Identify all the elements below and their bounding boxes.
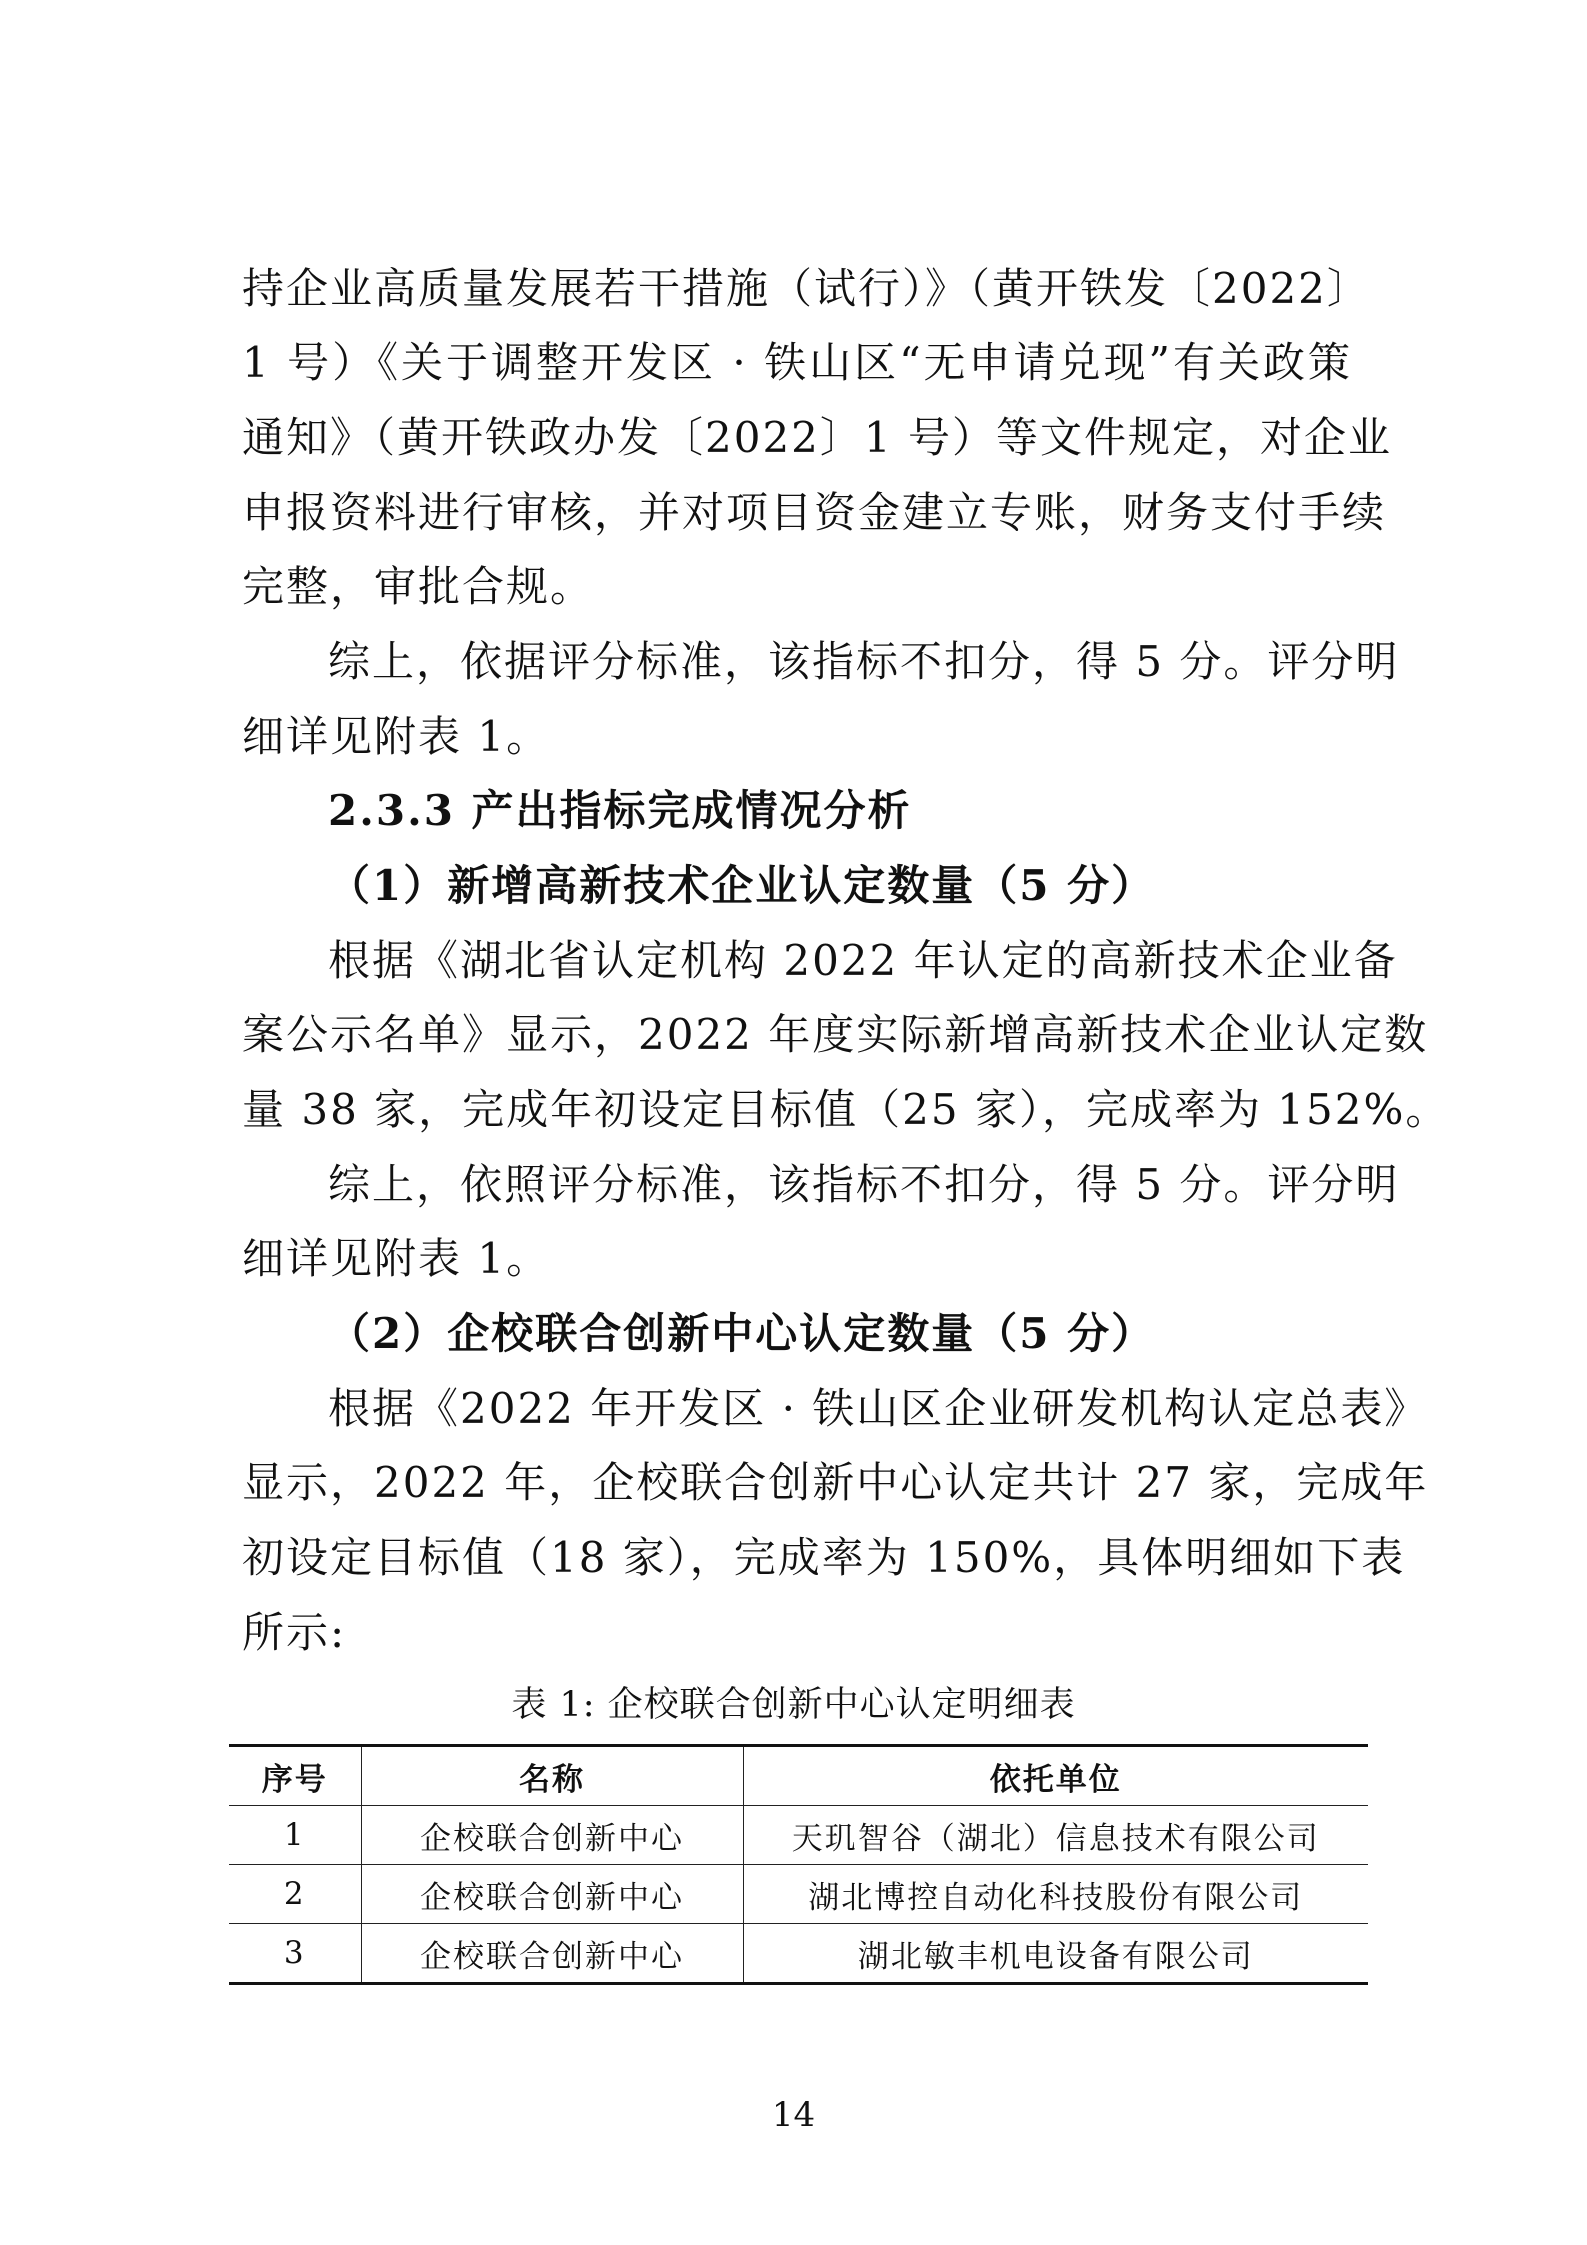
body-text-line: 初设定目标值（18 家），完成率为 150%，具体明细如下表	[242, 1533, 1406, 1582]
body-text-line: 根据《2022 年开发区 · 铁山区企业研发机构认定总表》	[328, 1384, 1429, 1433]
table-row	[229, 1924, 1368, 1984]
subsection-heading: （2）企校联合创新中心认定数量（5 分）	[328, 1309, 1156, 1358]
body-text-line: 通知》（黄开铁政办发〔2022〕1 号）等文件规定，对企业	[242, 413, 1392, 462]
body-text-line: 1 号）《关于调整开发区 · 铁山区“无申请兑现”有关政策	[242, 338, 1352, 387]
body-text-line: 细详见附表 1。	[242, 1234, 551, 1283]
body-text-line: 细详见附表 1。	[242, 712, 551, 761]
body-text-line: 持企业高质量发展若干措施（试行）》（黄开铁发〔2022〕	[242, 264, 1371, 313]
cell-unit: 湖北博控自动化科技股份有限公司	[743, 1865, 1368, 1924]
body-text-line: 综上，依照评分标准，该指标不扣分，得 5 分。评分明	[328, 1160, 1400, 1209]
table-row	[229, 1806, 1368, 1865]
column-header-index: 序号	[229, 1746, 361, 1806]
cell-index: 3	[229, 1924, 361, 1984]
table-caption: 表 1: 企校联合创新中心认定明细表	[511, 1685, 1076, 1725]
body-text-line: 申报资料进行审核，并对项目资金建立专账，财务支付手续	[242, 488, 1387, 537]
body-text-line: 量 38 家，完成年初设定目标值（25 家），完成率为 152%。	[242, 1085, 1450, 1134]
cell-unit: 湖北敏丰机电设备有限公司	[743, 1924, 1368, 1984]
body-text-line: 综上，依据评分标准，该指标不扣分，得 5 分。评分明	[328, 637, 1400, 686]
body-text-line: 根据《湖北省认定机构 2022 年认定的高新技术企业备	[328, 936, 1398, 985]
cell-name: 企校联合创新中心	[361, 1924, 743, 1984]
table-row	[229, 1865, 1368, 1924]
page-number: 14	[771, 2095, 816, 2135]
section-heading: 2.3.3 产出指标完成情况分析	[328, 786, 912, 835]
column-header-name: 名称	[361, 1746, 743, 1806]
cell-index: 1	[229, 1806, 361, 1865]
cell-name: 企校联合创新中心	[361, 1806, 743, 1865]
body-text-line: 所示:	[242, 1608, 347, 1657]
body-text-line: 案公示名单》显示，2022 年度实际新增高新技术企业认定数	[242, 1010, 1429, 1059]
detail-table	[229, 1744, 1368, 1985]
subsection-heading: （1）新增高新技术企业认定数量（5 分）	[328, 861, 1156, 910]
body-text-line: 显示，2022 年，企校联合创新中心认定共计 27 家，完成年	[242, 1458, 1429, 1507]
body-text-line: 完整，审批合规。	[242, 562, 595, 611]
table-header-row	[229, 1746, 1368, 1806]
cell-index: 2	[229, 1865, 361, 1924]
cell-name: 企校联合创新中心	[361, 1865, 743, 1924]
column-header-unit: 依托单位	[743, 1746, 1368, 1806]
cell-unit: 天玑智谷（湖北）信息技术有限公司	[743, 1806, 1368, 1865]
